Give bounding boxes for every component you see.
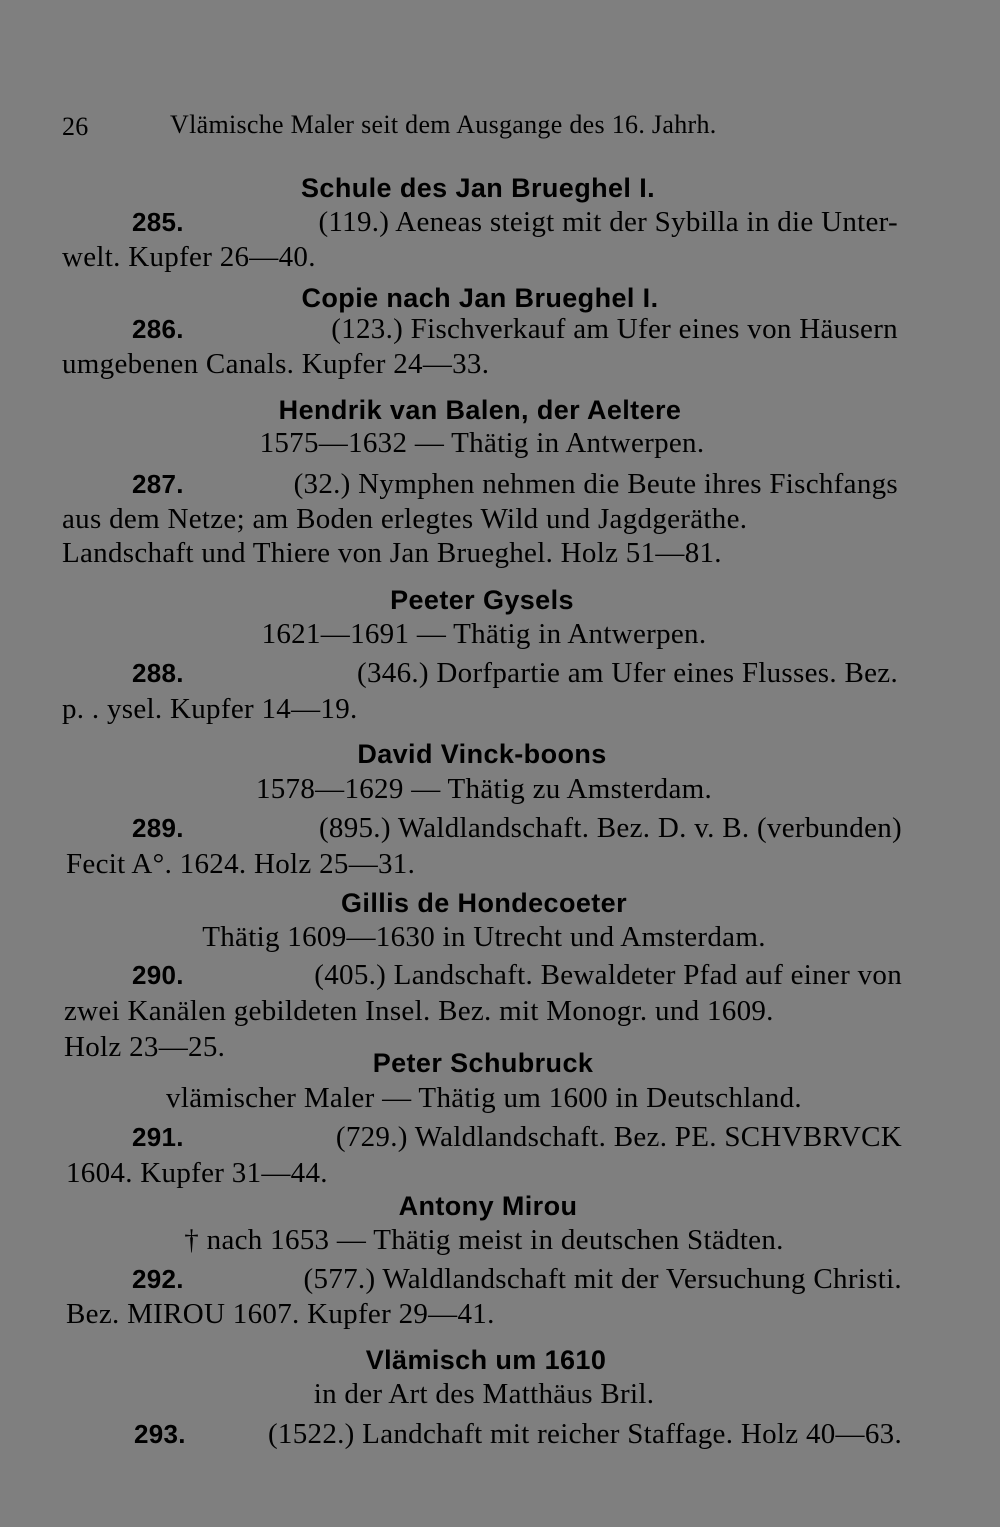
artist-heading: Vlämisch um 1610 [365,1345,607,1375]
entry-continuation: 1604. Kupfer 31—44. [66,1157,328,1189]
entry-text: (1522.) Landchaft mit reicher Staffage. Holz 40—63. [267,1418,902,1450]
entry-continuation: Holz 23—25. [64,1031,226,1063]
artist-dates: Thätig 1609—1630 in Utrecht und Amsterdam. [202,921,766,953]
entry-text: (729.) Waldlandschaft. Bez. PE. SCHVBRVCK [335,1121,902,1153]
artist-dates: 1575—1632 — Thätig in Antwerpen. [259,427,705,459]
artist-dates: in der Art des Matthäus Bril. [313,1378,655,1410]
entry-continuation: p. . ysel. Kupfer 14—19. [62,693,358,725]
catalog-entry [132,312,898,346]
entry-continuation: Landschaft und Thiere von Jan Brueghel. Holz 51—81. [62,537,722,569]
artist-dates: 1578—1629 — Thätig zu Amsterdam. [255,773,713,805]
entry-number: 286. [132,314,184,344]
artist-dates: † nach 1653 — Thätig meist in deutschen Städten. [184,1224,784,1256]
entry-number: 291. [132,1122,184,1152]
entry-text: (123.) Fischverkauf am Ufer eines von Häusern [331,313,898,345]
entry-text: (577.) Waldlandschaft mit der Versuchung Christi. [303,1263,902,1295]
catalog-entry [134,1417,902,1451]
catalog-entry [132,1262,902,1296]
entry-number: 293. [134,1419,186,1449]
entry-continuation: Bez. MIROU 1607. Kupfer 29—41. [66,1298,495,1330]
catalog-entry [132,467,898,501]
catalog-entry [132,205,898,239]
artist-heading: Schule des Jan Brueghel I. [300,173,656,203]
artist-dates: vlämischer Maler — Thätig um 1600 in Deutschland. [166,1082,802,1114]
artist-dates: 1621—1691 — Thätig in Antwerpen. [261,618,707,650]
catalog-entry [132,1120,902,1154]
entry-continuation: Fecit A°. 1624. Holz 25—31. [66,848,416,880]
entry-number: 292. [132,1264,184,1294]
artist-heading: David Vinck-boons [357,739,607,769]
artist-heading: Hendrik van Balen, der Aeltere [278,395,682,425]
entry-continuation: welt. Kupfer 26—40. [62,241,316,273]
entry-number: 289. [132,813,184,843]
entry-text: (405.) Landschaft. Bewaldeter Pfad auf einer von [314,959,902,991]
entry-text: (895.) Waldlandschaft. Bez. D. v. B. (verbunden) [318,812,902,844]
catalog-entry [132,656,898,690]
entry-text: (119.) Aeneas steigt mit der Sybilla in die Unter- [318,206,898,238]
artist-heading: Peeter Gysels [390,585,574,615]
page-number: 26 [62,112,89,141]
artist-heading: Gillis de Hondecoeter [341,888,627,918]
artist-heading: Antony Mirou [398,1191,578,1221]
entry-number: 287. [132,469,184,499]
entry-number: 285. [132,207,184,237]
entry-continuation: zwei Kanälen gebildeten Insel. Bez. mit Monogr. und 1609. [64,995,774,1027]
entry-text: (32.) Nymphen nehmen die Beute ihres Fischfangs [293,468,898,500]
entry-continuation: aus dem Netze; am Boden erlegtes Wild und Jagdgeräthe. [62,503,748,535]
entry-number: 290. [132,960,184,990]
entry-continuation: umgebenen Canals. Kupfer 24—33. [62,348,490,380]
artist-heading: Peter Schubruck [372,1048,594,1078]
catalog-entry [132,958,902,992]
running-title: Vlämische Maler seit dem Ausgange des 16. Jahrh. [170,110,717,139]
catalog-entry [132,811,902,845]
entry-text: (346.) Dorfpartie am Ufer eines Flusses. Bez. [357,657,898,689]
entry-number: 288. [132,658,184,688]
artist-heading: Copie nach Jan Brueghel I. [301,283,659,313]
